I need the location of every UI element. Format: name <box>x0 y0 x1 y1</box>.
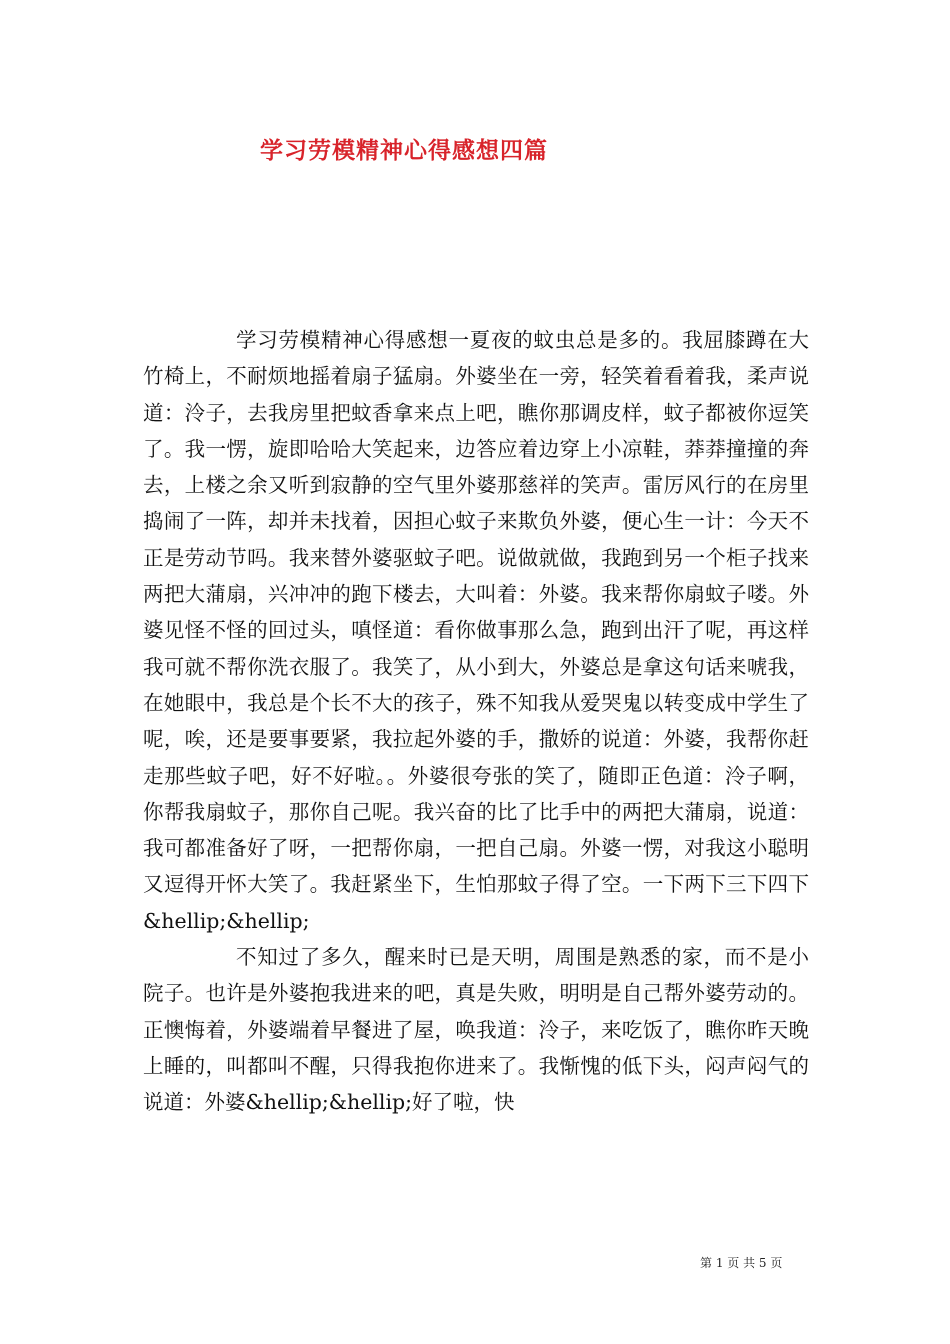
body-paragraph-1: 学习劳模精神心得感想一夏夜的蚊虫总是多的。我屈膝蹲在大竹椅上，不耐烦地摇着扇子猛扇。外婆坐在一旁，轻笑着看着我，柔声说道：泠子，去我房里把蚊香拿来点上吧，瞧你那调皮样，蚊子都被你逗笑了。我一愣，旋即哈哈大笑起来，边答应着边穿上小凉鞋，莽莽撞撞的奔去，上楼之余又听到寂静的空气里外婆那慈祥的笑声。雷厉风行的在房里捣闹了一阵，却并未找着，因担心蚊子来欺负外婆，便心生一计：今天不正是劳动节吗。我来替外婆驱蚊子吧。说做就做，我跑到另一个柜子找来两把大蒲扇，兴冲冲的跑下楼去，大叫着：外婆。我来帮你扇蚊子喽。外婆见怪不怪的回过头，嗔怪道：看你做事那么急，跑到出汗了呢，再这样我可就不帮你洗衣服了。我笑了，从小到大，外婆总是拿这句话来唬我，在她眼中，我总是个长不大的孩子，殊不知我从爱哭鬼以转变成中学生了呢，唉，还是要事要紧，我拉起外婆的手，撒娇的说道：外婆，我帮你赶走那些蚊子吧，好不好啦。。外婆很夸张的笑了，随即正色道：泠子啊，你帮我扇蚊子，那你自己呢。我兴奋的比了比手中的两把大蒲扇，说道：我可都准备好了呀，一把帮你扇，一把自己扇。外婆一愣，对我这小聪明又逗得开怀大笑了。我赶紧坐下，生怕那蚊子得了空。一下两下三下四下&hellip;&hellip; <box>143 328 809 933</box>
body-paragraph-2: 不知过了多久，醒来时已是天明，周围是熟悉的家，而不是小院子。也许是外婆抱我进来的吧，真是失败，明明是自己帮外婆劳动的。正懊悔着，外婆端着早餐进了屋，唤我道：泠子，来吃饭了，瞧你昨天晚上睡的，叫都叫不醒，只得我抱你进来了。我惭愧的低下头，闷声闷气的说道：外婆&hellip;&hellip;好了啦，快 <box>143 945 809 1115</box>
document-title: 学习劳模精神心得感想四篇 <box>260 137 548 164</box>
document-body <box>143 322 809 1121</box>
page-number-footer: 第 1 页 共 5 页 <box>700 1256 783 1270</box>
